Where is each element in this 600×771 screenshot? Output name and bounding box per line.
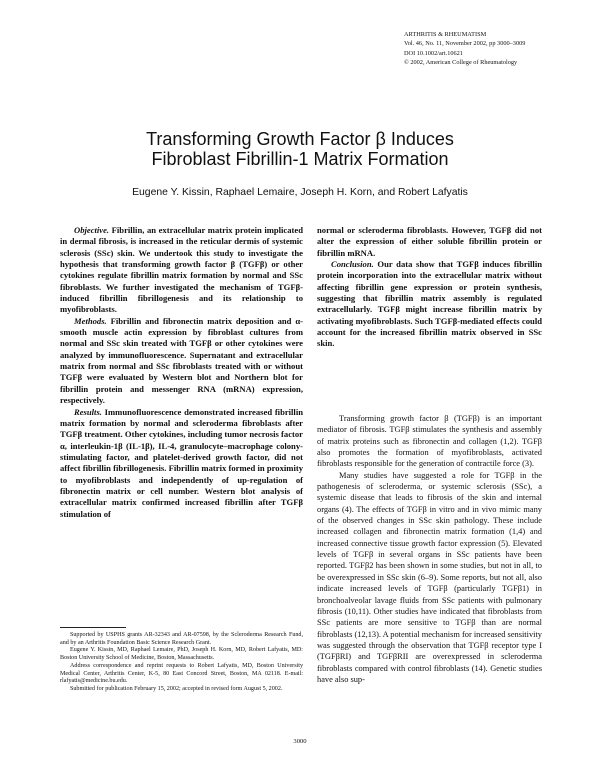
abstract-left-column <box>60 225 303 520</box>
article-title-line-1: Transforming Growth Factor β Induces <box>146 129 454 149</box>
article-title-line-2: Fibroblast Fibrillin-1 Matrix Formation <box>151 149 449 169</box>
footnotes <box>60 632 303 694</box>
intro-paragraph-1: Transforming growth factor β (TGFβ) is an important mediator of fibrosis. TGFβ stimulates the synthesis and assembly of matrix proteins such as fibronectin and collagen (1,2). TGFβ also promotes the formation of myofibroblasts, activated fibroblasts responsible for the generation of contractile force (3). <box>317 414 542 469</box>
introduction-body <box>317 413 542 685</box>
journal-name: ARTHRITIS & RHEUMATISM <box>404 31 487 38</box>
journal-doi: DOI 10.1002/art.10621 <box>404 49 463 57</box>
journal-copyright: © 2002, American College of Rheumatology <box>404 59 518 67</box>
abstract-objective <box>60 225 303 316</box>
objective-text: Fibrillin, an extracellular matrix protein implicated in dermal fibrosis, is increased in the reticular dermis of systemic sclerosis (SSc) skin. We undertook this study to investigate the hypothesis that transforming growth factor β (TGFβ) or other cytokines regulate fibrillin matrix formation by normal and SSc fibroblasts. We further investigated the mechanism of TGFβ-induced fibrillin fibrillogenesis and its relationship to myofibroblasts. <box>60 225 303 315</box>
results-label: Results. <box>74 406 102 417</box>
conclusion-text: Our data show that TGFβ induces fibrillin protein incorporation into the extracellular matrix without affecting fibrillin gene expression or protein synthesis, suggesting that fibrillin matrix assembly is regulated extracellularly. TGFβ might increase fibrillin matrix by activating myofibroblasts. Such TGFβ-mediated effects could account for the increased fibrillin matrix observed in SSc skin. <box>317 259 542 349</box>
abstract-methods <box>60 316 303 407</box>
footnote-correspondence: Address correspondence and reprint requests to Robert Lafyatis, MD, Boston University Medical Center, Arthritis Center, K-5, 80 East Concord Street, Boston, MA 02118. E-mail: rlafyatis@medicine.bu.edu. <box>60 662 303 685</box>
footnote-submitted: Submitted for publication February 15, 2002; accepted in revised form August 5, 2002. <box>70 685 283 692</box>
abstract-right-column <box>317 225 542 350</box>
abstract-results-continued: normal or scleroderma fibroblasts. However, TGFβ did not alter the expression of either soluble fibrillin protein or fibrillin mRNA. <box>317 225 542 258</box>
results-text: Immunofluorescence demonstrated increased fibrillin matrix formation by normal and scleroderma fibroblasts after TGFβ treatment. Other cytokines, including tumor necrosis factor α, interleukin-1β (IL-1β), IL-4, granulocyte–macrophage colony-stimulating factor, and platelet-derived growth factor, did not affect fibrillin fibrillogenesis. Fibrillin matrix formed in proximity to myofibroblasts and independently of up-regulation of fibronectin matrix or cell number. Western blot analysis of extracellular matrix confirmed increased fibrillin after TGFβ stimulation of <box>60 406 303 519</box>
journal-volume: Vol. 46, No. 11, November 2002, pp 3000–3009 <box>404 40 526 48</box>
abstract-conclusion <box>317 259 542 350</box>
page-number: 3000 <box>293 738 307 745</box>
methods-label: Methods. <box>74 315 107 326</box>
objective-label: Objective. <box>74 225 110 235</box>
methods-text: Fibrillin and fibronectin matrix deposition and α-smooth muscle actin expression by fibroblast cultures from normal and SSc skin treated with TGFβ or other cytokines were analyzed by immunofluorescence. Supernatant and extracellular matrix from normal and SSc fibroblasts treated with or without TGFβ were evaluated by Western blot and Northern blot for fibrillin protein and messenger RNA (mRNA) expression, respectively. <box>60 315 303 406</box>
journal-header <box>404 30 590 68</box>
conclusion-label: Conclusion. <box>331 259 374 270</box>
intro-paragraph-2: Many studies have suggested a role for TGFβ in the pathogenesis of scleroderma, or systemic sclerosis (SSc), a systemic disease that leads to fibrosis of the skin and internal organs (4). The effects of TGFβ in vitro and in vivo mimic many of the observed changes in SSc skin pathology. These include increased collagen and fibronectin matrix formation (1,4) and increased connective tissue growth factor expression (5). Elevated levels of TGFβ in several organs in SSc patients have been reported. TGFβ2 has been shown in some studies, but not in all, to be overexpressed in SSc skin (6–9). Some reports, but not all, also indicate increased levels of TGFβ (particularly TGFβ1) in bronchoalveolar lavage fluids from SSc patients with pulmonary fibrosis (10,11). Other studies have indicated that fibroblasts from SSc patients are more sensitive to TGFβ than are normal fibroblasts (12,13). A potential mechanism for increased sensitivity was suggested through the observation that TGFβ receptor type I (TGFβRI) and TGFβRII are overexpressed in scleroderma fibroblasts compared with control fibroblasts (14). Genetic studies have also sup- <box>317 470 542 684</box>
author-list: Eugene Y. Kissin, Raphael Lemaire, Joseph H. Korn, and Robert Lafyatis <box>132 187 468 198</box>
abstract-results <box>60 407 303 520</box>
footnote-divider <box>60 627 126 628</box>
footnote-support: Supported by USPHS grants AR-32343 and AR-07598, by the Scleroderma Research Fund, and by an Arthritis Foundation Basic Science Research Grant. <box>60 632 303 646</box>
footnote-affiliations: Eugene Y. Kissin, MD, Raphael Lemaire, PhD, Joseph H. Korn, MD, Robert Lafyatis, MD: Boston University School of Medicine, Boston, Massachusetts. <box>60 647 303 662</box>
